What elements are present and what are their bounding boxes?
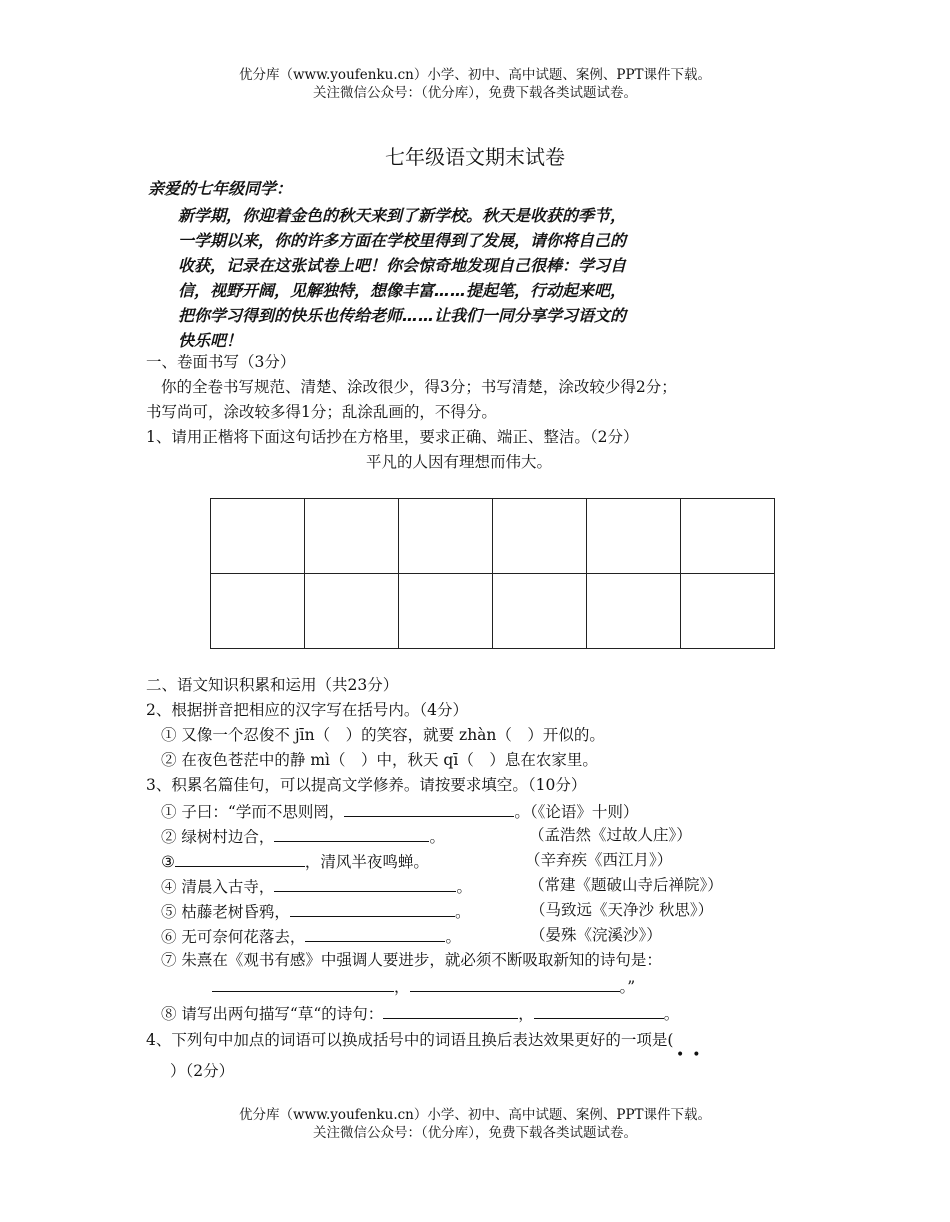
grid-cell[interactable] xyxy=(587,574,681,649)
item-prefix: ⑥ 无可奈何花落去， xyxy=(161,928,306,946)
item-prefix: ③ xyxy=(161,853,175,871)
greeting-line: 一学期以来，你的许多方面在学校里得到了发展，请你将自己的 xyxy=(178,231,627,250)
item-suffix: 。 xyxy=(456,878,472,896)
item-source: （晏殊《浣溪沙》） xyxy=(530,926,662,944)
item-source: （孟浩然《过故人庄》） xyxy=(529,826,692,844)
answer-blank[interactable] xyxy=(534,1002,664,1019)
item-source: （常建《题破山寺后禅院》） xyxy=(529,876,723,894)
question-3-item xyxy=(161,900,470,922)
item-prefix: ④ 清晨入古寺， xyxy=(161,878,275,896)
question-3-item xyxy=(161,800,638,822)
greeting-line: 收获，记录在这张试卷上吧！你会惊奇地发现自己很棒：学习自 xyxy=(178,256,627,275)
answer-blank[interactable] xyxy=(175,850,305,867)
question-4: 4、下列句中加点的词语可以换成括号中的词语且换后表达效果更好的一项是( xyxy=(146,1031,674,1049)
question-1: 1、请用正楷将下面这句话抄在方格里，要求正确、端正、整洁。（2分） xyxy=(146,428,639,446)
question-3-item xyxy=(161,825,445,847)
item-prefix: ① 子曰：“学而不思则罔， xyxy=(161,803,345,821)
answer-blank[interactable] xyxy=(305,925,445,942)
question-3: 3、积累名篇佳句，可以提高文学修养。请按要求填空。（10分） xyxy=(146,776,587,794)
grid-cell[interactable] xyxy=(305,499,399,574)
item-suffix: 。” xyxy=(619,978,636,996)
question-3-item xyxy=(161,925,461,947)
answer-blank[interactable] xyxy=(274,875,456,892)
question-2-item: ① 又像一个忍俊不 jīn（ ）的笑容，就要 zhàn（ ）开似的。 xyxy=(161,726,605,744)
comma: ， xyxy=(518,1005,534,1023)
greeting-line: 把你学习得到的快乐也传给老师……让我们一同分享学习语文的 xyxy=(178,306,627,325)
grid-cell[interactable] xyxy=(211,499,305,574)
section1-desc: 你的全卷书写规范、清楚、涂改很少，得3分；书写清楚，涂改较少得2分； xyxy=(161,378,677,396)
answer-blank[interactable] xyxy=(410,975,620,992)
item-suffix: 。 xyxy=(663,1005,680,1023)
question-3-item xyxy=(161,850,429,872)
question-3-item: ⑦ 朱熹在《观书有感》中强调人要进步，就必须不断吸取新知的诗句是： xyxy=(161,951,662,969)
question-2: 2、根据拼音把相应的汉字写在括号内。（4分） xyxy=(146,701,468,719)
item-prefix: ⑧ 请写出两句描写“草“的诗句： xyxy=(161,1005,384,1023)
question-1-sentence: 平凡的人因有理想而伟大。 xyxy=(366,453,553,471)
header-line-2: 关注微信公众号：（优分库），免费下载各类试题试卷。 xyxy=(313,85,637,101)
grid-cell[interactable] xyxy=(399,499,493,574)
greeting-salutation: 亲爱的七年级同学： xyxy=(148,179,293,198)
question-3-item7-blanks xyxy=(212,975,635,997)
section2-heading: 二、语文知识积累和运用（共23分） xyxy=(146,676,399,694)
item-suffix: 。（《论语》十则） xyxy=(514,803,639,821)
section1-heading: 一、卷面书写（3分） xyxy=(146,353,296,371)
question-4-cont: ）（2分） xyxy=(170,1062,235,1080)
header-line-1: 优分库（www.youfenku.cn）小学、初中、高中试题、案例、PPT课件下载。 xyxy=(238,67,712,83)
question-3-item xyxy=(161,1002,679,1024)
answer-blank[interactable] xyxy=(383,1002,518,1019)
writing-grid[interactable] xyxy=(210,498,775,649)
grid-cell[interactable] xyxy=(681,499,775,574)
page-title: 七年级语文期末试卷 xyxy=(385,145,565,169)
grid-cell[interactable] xyxy=(211,574,305,649)
grid-cell[interactable] xyxy=(305,574,399,649)
section1-desc: 书写尚可，涂改较多得1分；乱涂乱画的，不得分。 xyxy=(146,403,497,421)
answer-blank[interactable] xyxy=(344,800,514,817)
greeting-line: 信，视野开阔，见解独特，想像丰富……提起笔，行动起来吧， xyxy=(178,281,627,300)
item-suffix: 。 xyxy=(429,828,445,846)
item-source: （马致远《天净沙 秋思》） xyxy=(530,901,714,919)
item-suffix: 。 xyxy=(445,928,461,946)
answer-blank[interactable] xyxy=(212,975,394,992)
item-suffix: 。 xyxy=(454,903,471,921)
footer-line-2: 关注微信公众号：（优分库），免费下载各类试题试卷。 xyxy=(313,1125,637,1141)
grid-cell[interactable] xyxy=(681,574,775,649)
footer-line-1: 优分库（www.youfenku.cn）小学、初中、高中试题、案例、PPT课件下载。 xyxy=(238,1107,712,1123)
grid-cell[interactable] xyxy=(399,574,493,649)
answer-blank[interactable] xyxy=(274,825,429,842)
grid-cell[interactable] xyxy=(493,574,587,649)
question-2-item: ② 在夜色苍茫中的静 mì（ ）中，秋天 qī（ ）息在农家里。 xyxy=(161,751,598,769)
item-source: （辛弃疾《西江月》） xyxy=(525,851,673,869)
item-prefix: ⑤ 枯藤老树昏鸦， xyxy=(161,903,290,921)
greeting-line: 快乐吧！ xyxy=(178,331,243,350)
comma: ， xyxy=(394,978,410,996)
question-3-item xyxy=(161,875,472,897)
greeting-line: 新学期，你迎着金色的秋天来到了新学校。秋天是收获的季节， xyxy=(178,206,627,225)
grid-cell[interactable] xyxy=(493,499,587,574)
grid-cell[interactable] xyxy=(587,499,681,574)
answer-blank[interactable] xyxy=(290,900,455,917)
emphasis-dots: •• xyxy=(676,1047,709,1063)
item-suffix: ，清风半夜鸣蝉。 xyxy=(304,853,429,871)
item-prefix: ② 绿树村边合， xyxy=(161,828,275,846)
